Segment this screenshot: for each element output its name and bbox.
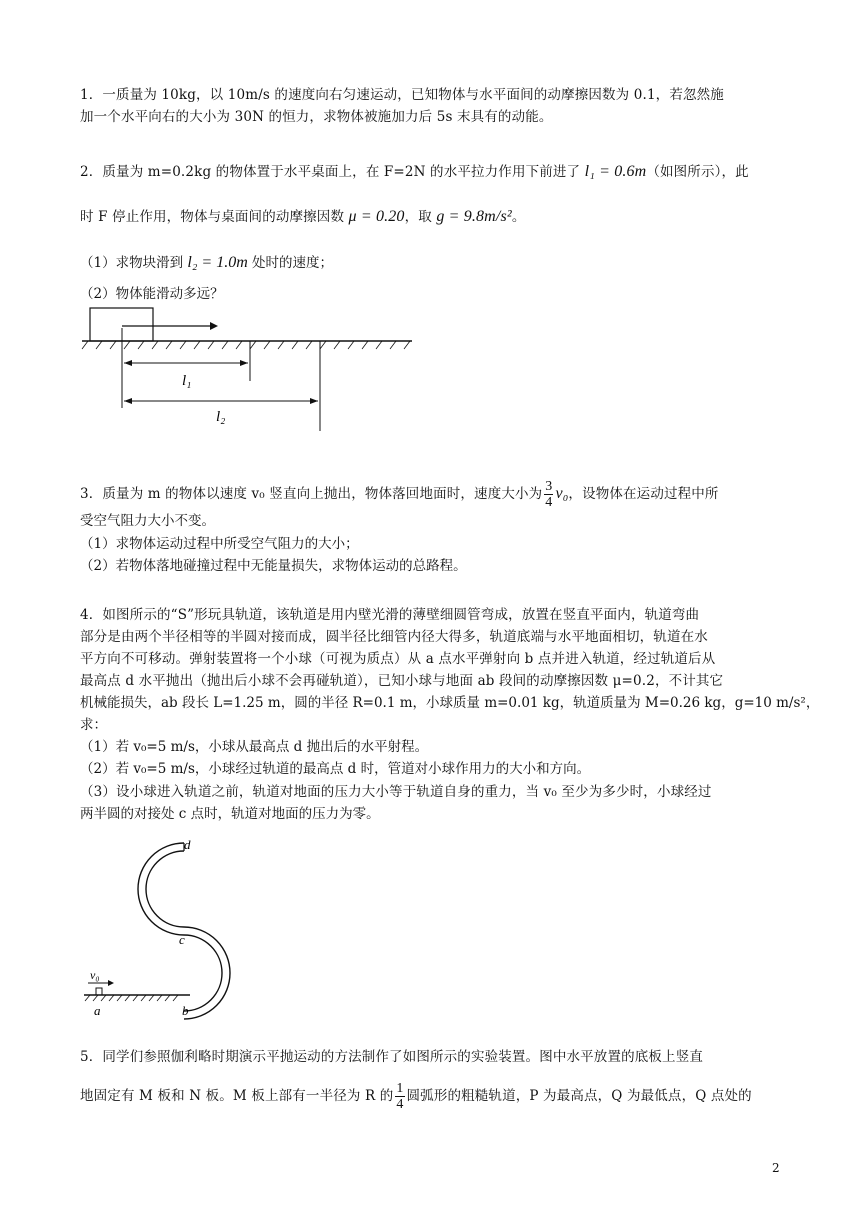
q3-line1-text-b: ，设物体在运动过程中所 bbox=[568, 486, 719, 502]
ground-hatching bbox=[85, 995, 178, 1001]
page-number: 2 bbox=[772, 1161, 780, 1175]
l2-label: l₂ bbox=[216, 409, 226, 425]
block-slide-figure bbox=[80, 303, 440, 433]
lower-semicircle-inner bbox=[184, 935, 222, 1011]
q5-line1: 5．同学们参照伽利略时期演示平抛运动的方法制作了如图所示的实验装置。图中水平放置的底板上竖直 bbox=[80, 1049, 703, 1065]
q4-line1: 4．如图所示的“S”形玩具轨道，该轨道是用内壁光滑的薄壁细圆管弯成，放置在竖直平面内，轨道弯曲 bbox=[80, 607, 700, 623]
q2-sub1-text-b: 处时的速度； bbox=[247, 255, 334, 271]
q4-line6: 求： bbox=[80, 717, 107, 733]
q2-line1 bbox=[80, 163, 749, 181]
q4-sub3-line2: 两半圆的对接处 c 点时，轨道对地面的压力为零。 bbox=[80, 806, 380, 822]
q5-line2-text-b: 圆弧形的粗糙轨道，P 为最高点，Q 为最低点，Q 点处的 bbox=[406, 1088, 752, 1104]
upper-semicircle-outer bbox=[138, 843, 184, 935]
q1-line1: 1．一质量为 10kg，以 10m/s 的速度向右匀速运动，已知物体与水平面间的动摩擦因数为 0.1，若忽然施 bbox=[80, 87, 724, 103]
ball bbox=[96, 988, 102, 995]
g-equation: g = 9.8m/s² bbox=[436, 208, 512, 225]
q2-sub1 bbox=[80, 254, 333, 272]
q1-line2: 加一个水平向右的大小为 30N 的恒力，求物体被施加力后 5s 末具有的动能。 bbox=[80, 109, 553, 125]
q2-line1-text-a: 2．质量为 m=0.2kg 的物体置于水平桌面上，在 F=2N 的水平拉力作用下前进了 bbox=[80, 164, 585, 180]
upper-semicircle-inner bbox=[146, 851, 184, 927]
q4-line2: 部分是由两个半径相等的半圆对接而成，圆半径比细管内径大得多，轨道底端与水平地面相切，轨道在水 bbox=[80, 629, 708, 645]
q5-line2-text-a: 地固定有 M 板和 N 板。M 板上部有一半径为 R 的 bbox=[80, 1088, 394, 1104]
q5-line2 bbox=[80, 1081, 752, 1112]
l1-equation: l₁ = 0.6m bbox=[584, 163, 647, 180]
q3-line1 bbox=[80, 479, 719, 510]
q3-sub2: （2）若物体落地碰撞过程中无能量损失，求物体运动的总路程。 bbox=[80, 558, 467, 574]
l2-equation: l₂ = 1.0m bbox=[187, 254, 248, 271]
point-d-label: d bbox=[184, 837, 191, 852]
q2-sub1-text-a: （1）求物块滑到 bbox=[80, 255, 188, 271]
q2-line2 bbox=[80, 208, 525, 226]
quarter-fraction: $\frac{1}{4}$ bbox=[396, 1081, 404, 1112]
q3-line1-text-a: 3．质量为 m 的物体以速度 v₀ 竖直向上抛出，物体落回地面时，速度大小为 bbox=[80, 486, 543, 502]
q4-sub3-line1: （3）设小球进入轨道之前，轨道对地面的压力大小等于轨道自身的重力，当 v₀ 至少为多少时，小球经过 bbox=[80, 784, 712, 800]
q3-line2: 受空气阻力大小不变。 bbox=[80, 513, 215, 529]
q4-line4: 最高点 d 水平抛出（抛出后小球不会再碰轨道），已知小球与地面 ab 段间的动摩擦因数 μ=0.2，不计其它 bbox=[80, 673, 724, 689]
point-a-label: a bbox=[94, 1003, 101, 1018]
v0-symbol: v₀ bbox=[555, 485, 569, 502]
q2-line2-text-b: ，取 bbox=[404, 209, 437, 225]
q4-sub2: （2）若 v₀=5 m/s，小球经过轨道的最高点 d 时，管道对小球作用力的大小和方向。 bbox=[80, 761, 591, 777]
q4-sub1: （1）若 v₀=5 m/s，小球从最高点 d 抛出后的水平射程。 bbox=[80, 739, 429, 755]
force-arrow-head bbox=[210, 322, 218, 330]
q2-sub2: （2）物体能滑动多远？ bbox=[80, 286, 224, 302]
three-quarters-fraction: $\frac{3}{4}$ bbox=[545, 479, 553, 510]
v0-label: v₀ bbox=[90, 968, 100, 982]
q2-line1-text-b: （如图所示），此 bbox=[646, 164, 749, 180]
q2-line2-text-c: 。 bbox=[511, 209, 526, 225]
ground-hatching bbox=[82, 341, 410, 349]
point-c-label: c bbox=[179, 932, 185, 947]
q2-line2-text-a: 时 F 停止作用，物体与桌面间的动摩擦因数 bbox=[80, 209, 349, 225]
lower-semicircle-outer bbox=[184, 927, 230, 1019]
q4-line3: 平方向不可移动。弹射装置将一个小球（可视为质点）从 a 点水平弹射向 b 点并进入轨道，经过轨道后从 bbox=[80, 651, 716, 667]
q3-sub1: （1）求物体运动过程中所受空气阻力的大小； bbox=[80, 536, 359, 552]
l1-label: l₁ bbox=[182, 373, 192, 389]
point-b-label: b bbox=[182, 1003, 189, 1018]
q4-line5: 机械能损失，ab 段长 L=1.25 m，圆的半径 R=0.1 m，小球质量 m=0.01 kg，轨道质量为 M=0.26 kg，g=10 m/s²， bbox=[80, 695, 820, 711]
s-track-figure bbox=[80, 835, 280, 1025]
mu-equation: μ = 0.20 bbox=[348, 208, 405, 225]
